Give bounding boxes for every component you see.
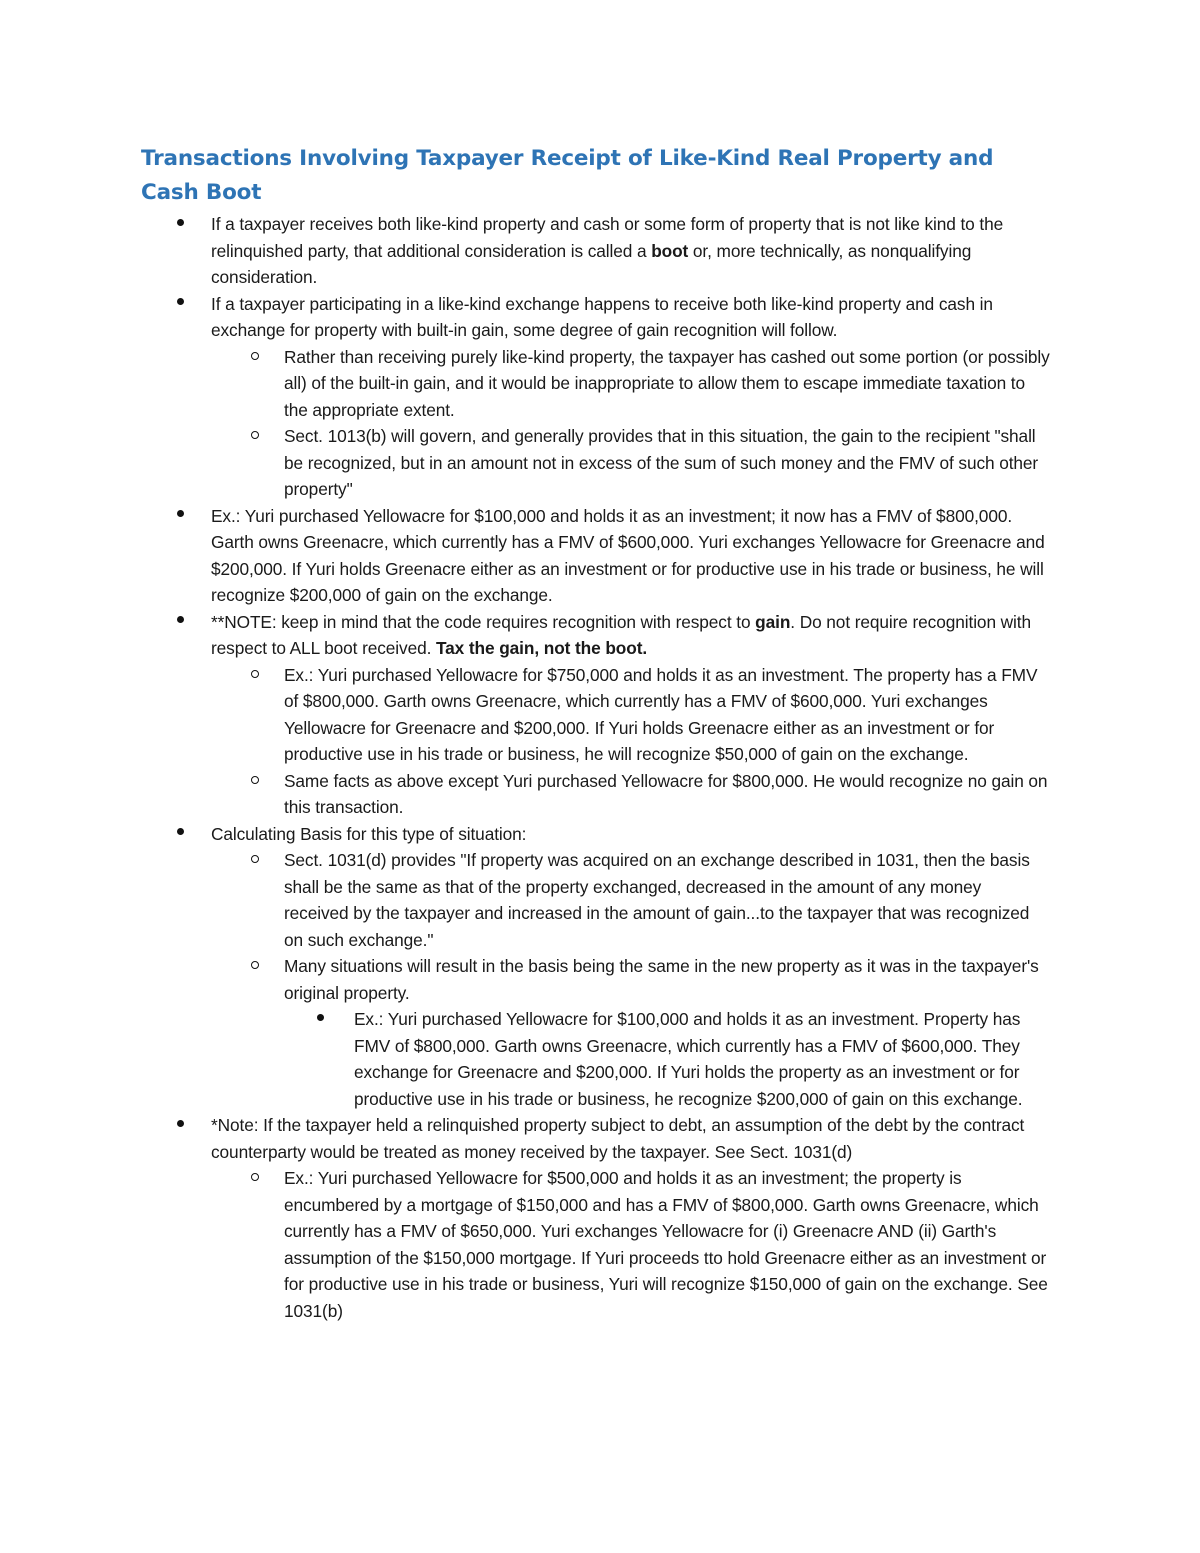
sub-list-item [211, 423, 1050, 503]
sub-item-text: Many situations will result in the basis being the same in the new property as it was in the taxpayer's original property. [284, 956, 1039, 1003]
sub-list-item [211, 847, 1050, 953]
sub-list [211, 662, 1050, 821]
sub-item-text: Ex.: Yuri purchased Yellowacre for $750,000 and holds it as an investment. The property has a FMV of $800,000. Garth owns Greenacre, which currently has a FMV of $600,000. Yuri exchanges Yellowacre for Greenacre and $200,000. If Yuri holds Greenacre either as an investment or for productive use in his trade or business, he will recognize $50,000 of gain on the exchange. [284, 664, 1038, 764]
sub-list [211, 344, 1050, 503]
bullet-dot-icon [177, 1112, 184, 1139]
sub-item-text: Sect. 1031(d) provides "If property was acquired on an exchange described in 1031, then the basis shall be the same as that of the property exchanged, decreased in the amount of any money received by the taxpayer and increased in the amount of gain...to the taxpayer that was recognized on such exchange." [284, 850, 1030, 950]
bullet-ring-icon [251, 344, 259, 371]
bullet-dot-icon [177, 503, 184, 530]
bullet-dot-icon [177, 821, 184, 848]
list-item [141, 503, 1050, 609]
sub-list-item [211, 1165, 1050, 1324]
sub-sub-item-text: Ex.: Yuri purchased Yellowacre for $100,000 and holds it as an investment. Property has FMV of $800,000. Garth owns Greenacre, which currently has a FMV of $600,000. They exchange for Greenacre and $200,000. If Yuri holds the property as an investment or for productive use in his trade or business, he recognize $200,000 of gain on this exchange. [354, 1009, 1023, 1109]
item-text: . Do not require recognition with respect to ALL boot received. [211, 611, 1031, 658]
bullet-ring-icon [251, 847, 259, 874]
sub-list [211, 847, 1050, 1112]
bullet-ring-icon [251, 1165, 259, 1192]
bullet-ring-icon [251, 423, 259, 450]
sub-item-text: Same facts as above except Yuri purchased Yellowacre for $800,000. He would recognize no gain on this transaction. [284, 770, 1048, 817]
bullet-dot-icon [177, 609, 184, 636]
bullet-ring-icon [251, 953, 259, 980]
sub-list-item [211, 344, 1050, 424]
list-item [141, 1112, 1050, 1324]
bullet-dot-icon [317, 1006, 324, 1033]
sub-list [211, 1165, 1050, 1324]
item-bold-text: gain [755, 611, 791, 632]
item-text: Ex.: Yuri purchased Yellowacre for $100,000 and holds it as an investment; it now has a FMV of $800,000. Garth owns Greenacre, which currently has a FMV of $600,000. Yuri exchanges Yellowacre for Greenacre and $200,000. If Yuri holds Greenacre either as an investment or for productive use in his trade or business, he will recognize $200,000 of gain on the exchange. [211, 505, 1045, 605]
item-text: *Note: If the taxpayer held a relinquished property subject to debt, an assumption of the debt by the contract counterparty would be treated as money received by the taxpayer. See Sect. 1031(d) [211, 1115, 1025, 1162]
bullet-ring-icon [251, 662, 259, 689]
list-item [141, 291, 1050, 503]
item-bold-text: Tax the gain, not the boot. [436, 638, 648, 658]
section-heading: Transactions Involving Taxpayer Receipt of Like-Kind Real Property and Cash Boot [141, 146, 994, 205]
item-bold-text: boot [651, 240, 689, 261]
sub-item-text: Ex.: Yuri purchased Yellowacre for $500,000 and holds it as an investment; the property is encumbered by a mortgage of $150,000 and has a FMV of $800,000. Garth owns Greenacre, which currently has a FMV of $650,000. Yuri exchanges Yellowacre for (i) Greenacre AND (ii) Garth's assumption of the $150,000 mortgage. If Yuri proceeds tto hold Greenacre either as an investment or for productive use in his trade or business, Yuri will recognize $150,000 of gain on the exchange. See 1031(b) [284, 1168, 1048, 1321]
item-text: Calculating Basis for this type of situation: [211, 823, 527, 844]
sub-list-item [211, 953, 1050, 1112]
sub-sub-list [284, 1006, 1050, 1112]
list-item [141, 609, 1050, 821]
bullet-dot-icon [177, 211, 184, 238]
bullet-list [141, 211, 1050, 1324]
item-text: or, more technically, as nonqualifying consideration. [211, 240, 972, 287]
sub-item-text: Sect. 1013(b) will govern, and generally provides that in this situation, the gain to the recipient "shall be recognized, but in an amount not in excess of the sum of such money and the FMV of such other property" [284, 426, 1039, 499]
bullet-ring-icon [251, 768, 259, 795]
bullet-dot-icon [177, 291, 184, 318]
sub-list-item [211, 662, 1050, 768]
list-item [141, 821, 1050, 1113]
item-text: **NOTE: keep in mind that the code requires recognition with respect to [211, 611, 756, 632]
item-text: If a taxpayer receives both like-kind property and cash or some form of property that is not like kind to the relinquished party, that additional consideration is called a [211, 214, 1004, 261]
item-text: If a taxpayer participating in a like-kind exchange happens to receive both like-kind property and cash in exchange for property with built-in gain, some degree of gain recognition will follow. [211, 293, 993, 340]
sub-list-item [211, 768, 1050, 821]
sub-item-text: Rather than receiving purely like-kind property, the taxpayer has cashed out some portion (or possibly all) of the built-in gain, and it would be inappropriate to allow them to escape immediate taxation to the appropriate extent. [284, 346, 1050, 420]
sub-sub-list-item [284, 1006, 1050, 1112]
list-item [141, 211, 1050, 291]
